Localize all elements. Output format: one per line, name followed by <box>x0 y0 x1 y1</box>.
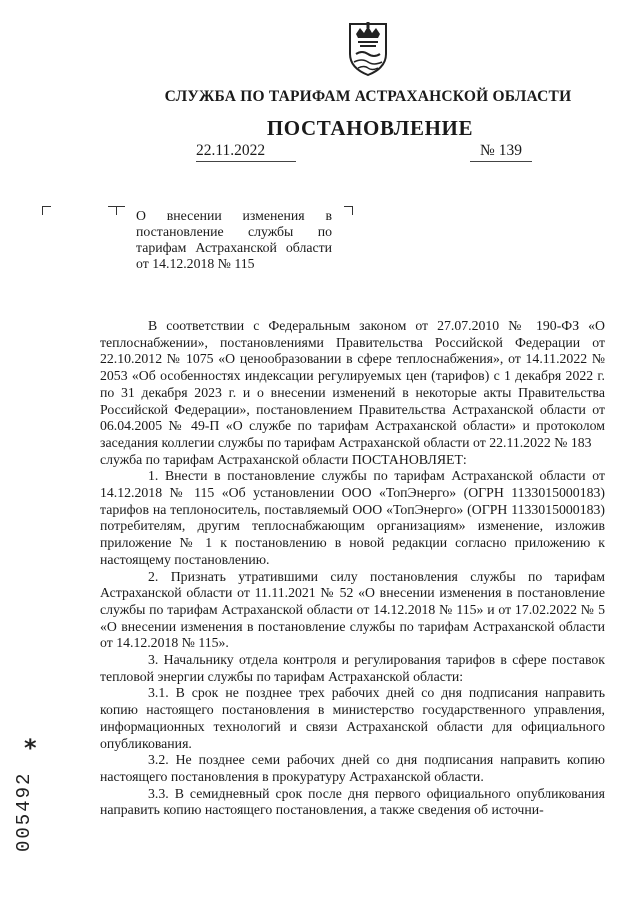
preamble-paragraph: В соответствии с Федеральным законом от 27.07.2010 № 190-ФЗ «О теплоснабжении», постановлениями Правительства Российской Федерации от 22.10.2012 № 1075 «О ценообразовании в сфере теплоснабжения», от 14.11.2022 № 2053 «Об особенностях индексации регулируемых цен (тарифов) с 1 декабря 2022 г. по 31 декабря 2023 г. и о внесении изменений в некоторые акты Правительства Российской Федерации», постановлением Правительства Астраханской области от 06.04.2005 № 49-П «О службе по тарифам Астраханской области» и протоколом заседания коллегии службы по тарифам Астраханской области от 22.11.2022 № 183 <box>100 318 605 450</box>
clause-paragraph: 3. Начальнику отдела контроля и регулирования тарифов в сфере поставок тепловой энергии службы по тарифам Астраханской области: <box>100 652 605 684</box>
document-subject: О внесении изменения в постановление службы по тарифам Астраханской области от 14.12.2018 № 115 <box>136 208 332 271</box>
corner-mark <box>116 206 125 215</box>
registration-stamp-number: 005492 <box>13 771 35 852</box>
organization-title: СЛУЖБА ПО ТАРИФАМ АСТРАХАНСКОЙ ОБЛАСТИ <box>164 88 572 105</box>
clause-paragraph: 3.2. Не позднее семи рабочих дней со дня подписания направить копию настоящего постановления в прокуратуру Астраханской области. <box>100 752 605 784</box>
clause-paragraph: 3.3. В семидневный срок после дня первого официального опубликования направить копию настоящего постановления, а также сведения об источни- <box>100 785 605 818</box>
clause-paragraph: 2. Признать утратившими силу постановления службы по тарифам Астраханской области от 11.11.2021 № 52 «О внесении изменения в постановление службы по тарифам Астраханской области от 14.12.2018 № 115» и от 17.02.2022 № 5 «О внесении изменения в постановление службы по тарифам Астраханской области от 14.12.2018 № 115». <box>100 568 605 651</box>
clause-paragraph: 1. Внести в постановление службы по тарифам Астраханской области от 14.12.2018 № 115 «Об установлении ООО «ТопЭнерго» (ОГРН 1133015000183) тарифов на теплоноситель, поставляемый ООО «ТопЭнерго» (ОГРН 1133015000183) потребителям, другим теплоснабжающим организациям» изменение, изложив приложение № 1 к постановлению в новой редакции согласно приложению к настоящему постановлению. <box>100 468 605 567</box>
document-body <box>100 318 605 819</box>
document-date: 22.11.2022 <box>196 142 296 162</box>
document-type: ПОСТАНОВЛЕНИЕ <box>266 116 474 140</box>
corner-mark <box>344 206 353 215</box>
document-number: № 139 <box>470 142 532 162</box>
resolution-line: служба по тарифам Астраханской области ПОСТАНОВЛЯЕТ: <box>100 451 467 467</box>
corner-mark <box>42 206 51 215</box>
clause-paragraph: 3.1. В срок не позднее трех рабочих дней со дня подписания направить копию настоящего постановления в министерство государственного управления, информационных технологий и связи Астраханской области для официального опубликования. <box>100 685 605 751</box>
coat-of-arms-icon <box>346 20 390 78</box>
margin-star-mark: * <box>24 734 37 762</box>
